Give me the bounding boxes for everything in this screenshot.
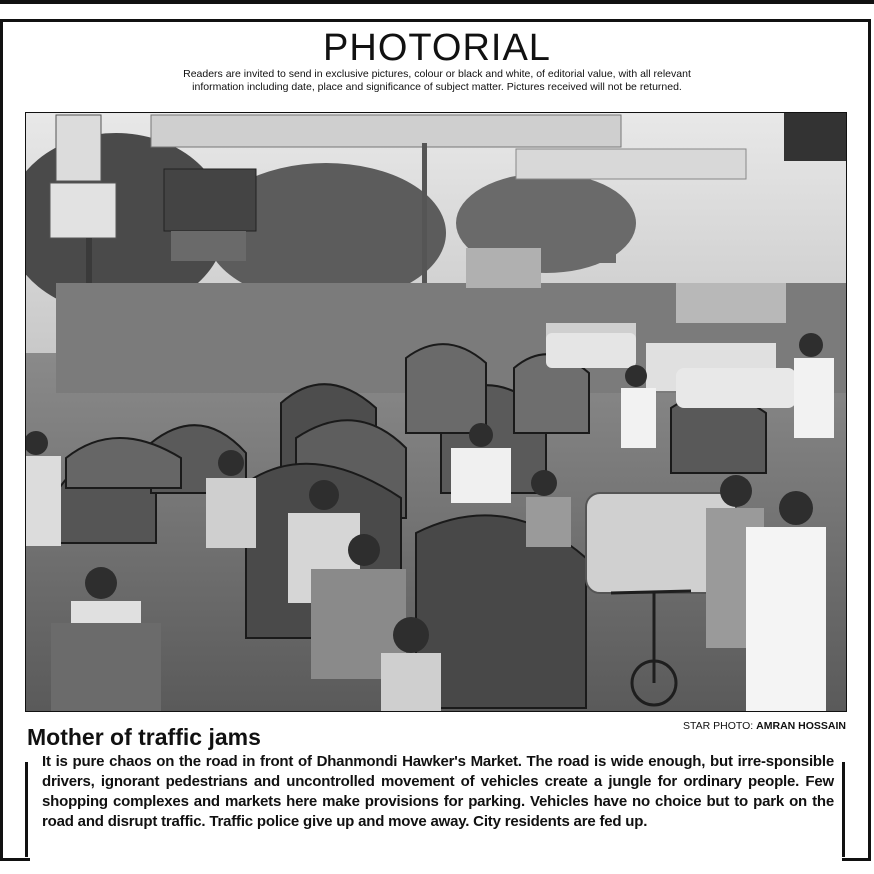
- section-header: [0, 28, 874, 94]
- story-caption: It is pure chaos on the road in front of Dhanmondi Hawker's Market. The road is wide enough, but irre-sponsible drivers, ignorant pedestrians and uncontrolled movement of vehicles create a jungle for ordinary people. Few shopping complexes and markets here make provisions for parking. Vehicles have no choice but to park on the road and disrupt traffic. Traffic police give up and move away. City residents are fed up.: [42, 753, 834, 830]
- frame-left-border: [0, 19, 3, 861]
- caption-right-bar: [842, 762, 845, 857]
- caption-left-bar: [25, 762, 28, 857]
- section-title: PHOTORIAL: [323, 27, 551, 69]
- photo-credit-name: AMRAN HOSSAIN: [756, 720, 846, 732]
- section-intro: Readers are invited to send in exclusive pictures, colour or black and white, of editorial value, with all relevant information including date, place and significance of subject matter. Pictures received will not be returned.: [183, 68, 691, 93]
- frame-top-border: [0, 19, 871, 22]
- photo-illustration: [26, 113, 846, 711]
- frame-bottom-left-corner: [0, 858, 30, 861]
- frame-bottom-right-corner: [842, 858, 871, 861]
- top-rule: [0, 0, 874, 4]
- photo-credit: [683, 720, 846, 732]
- story-headline: Mother of traffic jams: [27, 724, 261, 750]
- photo-credit-label: STAR PHOTO:: [683, 720, 754, 732]
- frame-right-border: [868, 19, 871, 861]
- traffic-jam-photo: [25, 112, 847, 712]
